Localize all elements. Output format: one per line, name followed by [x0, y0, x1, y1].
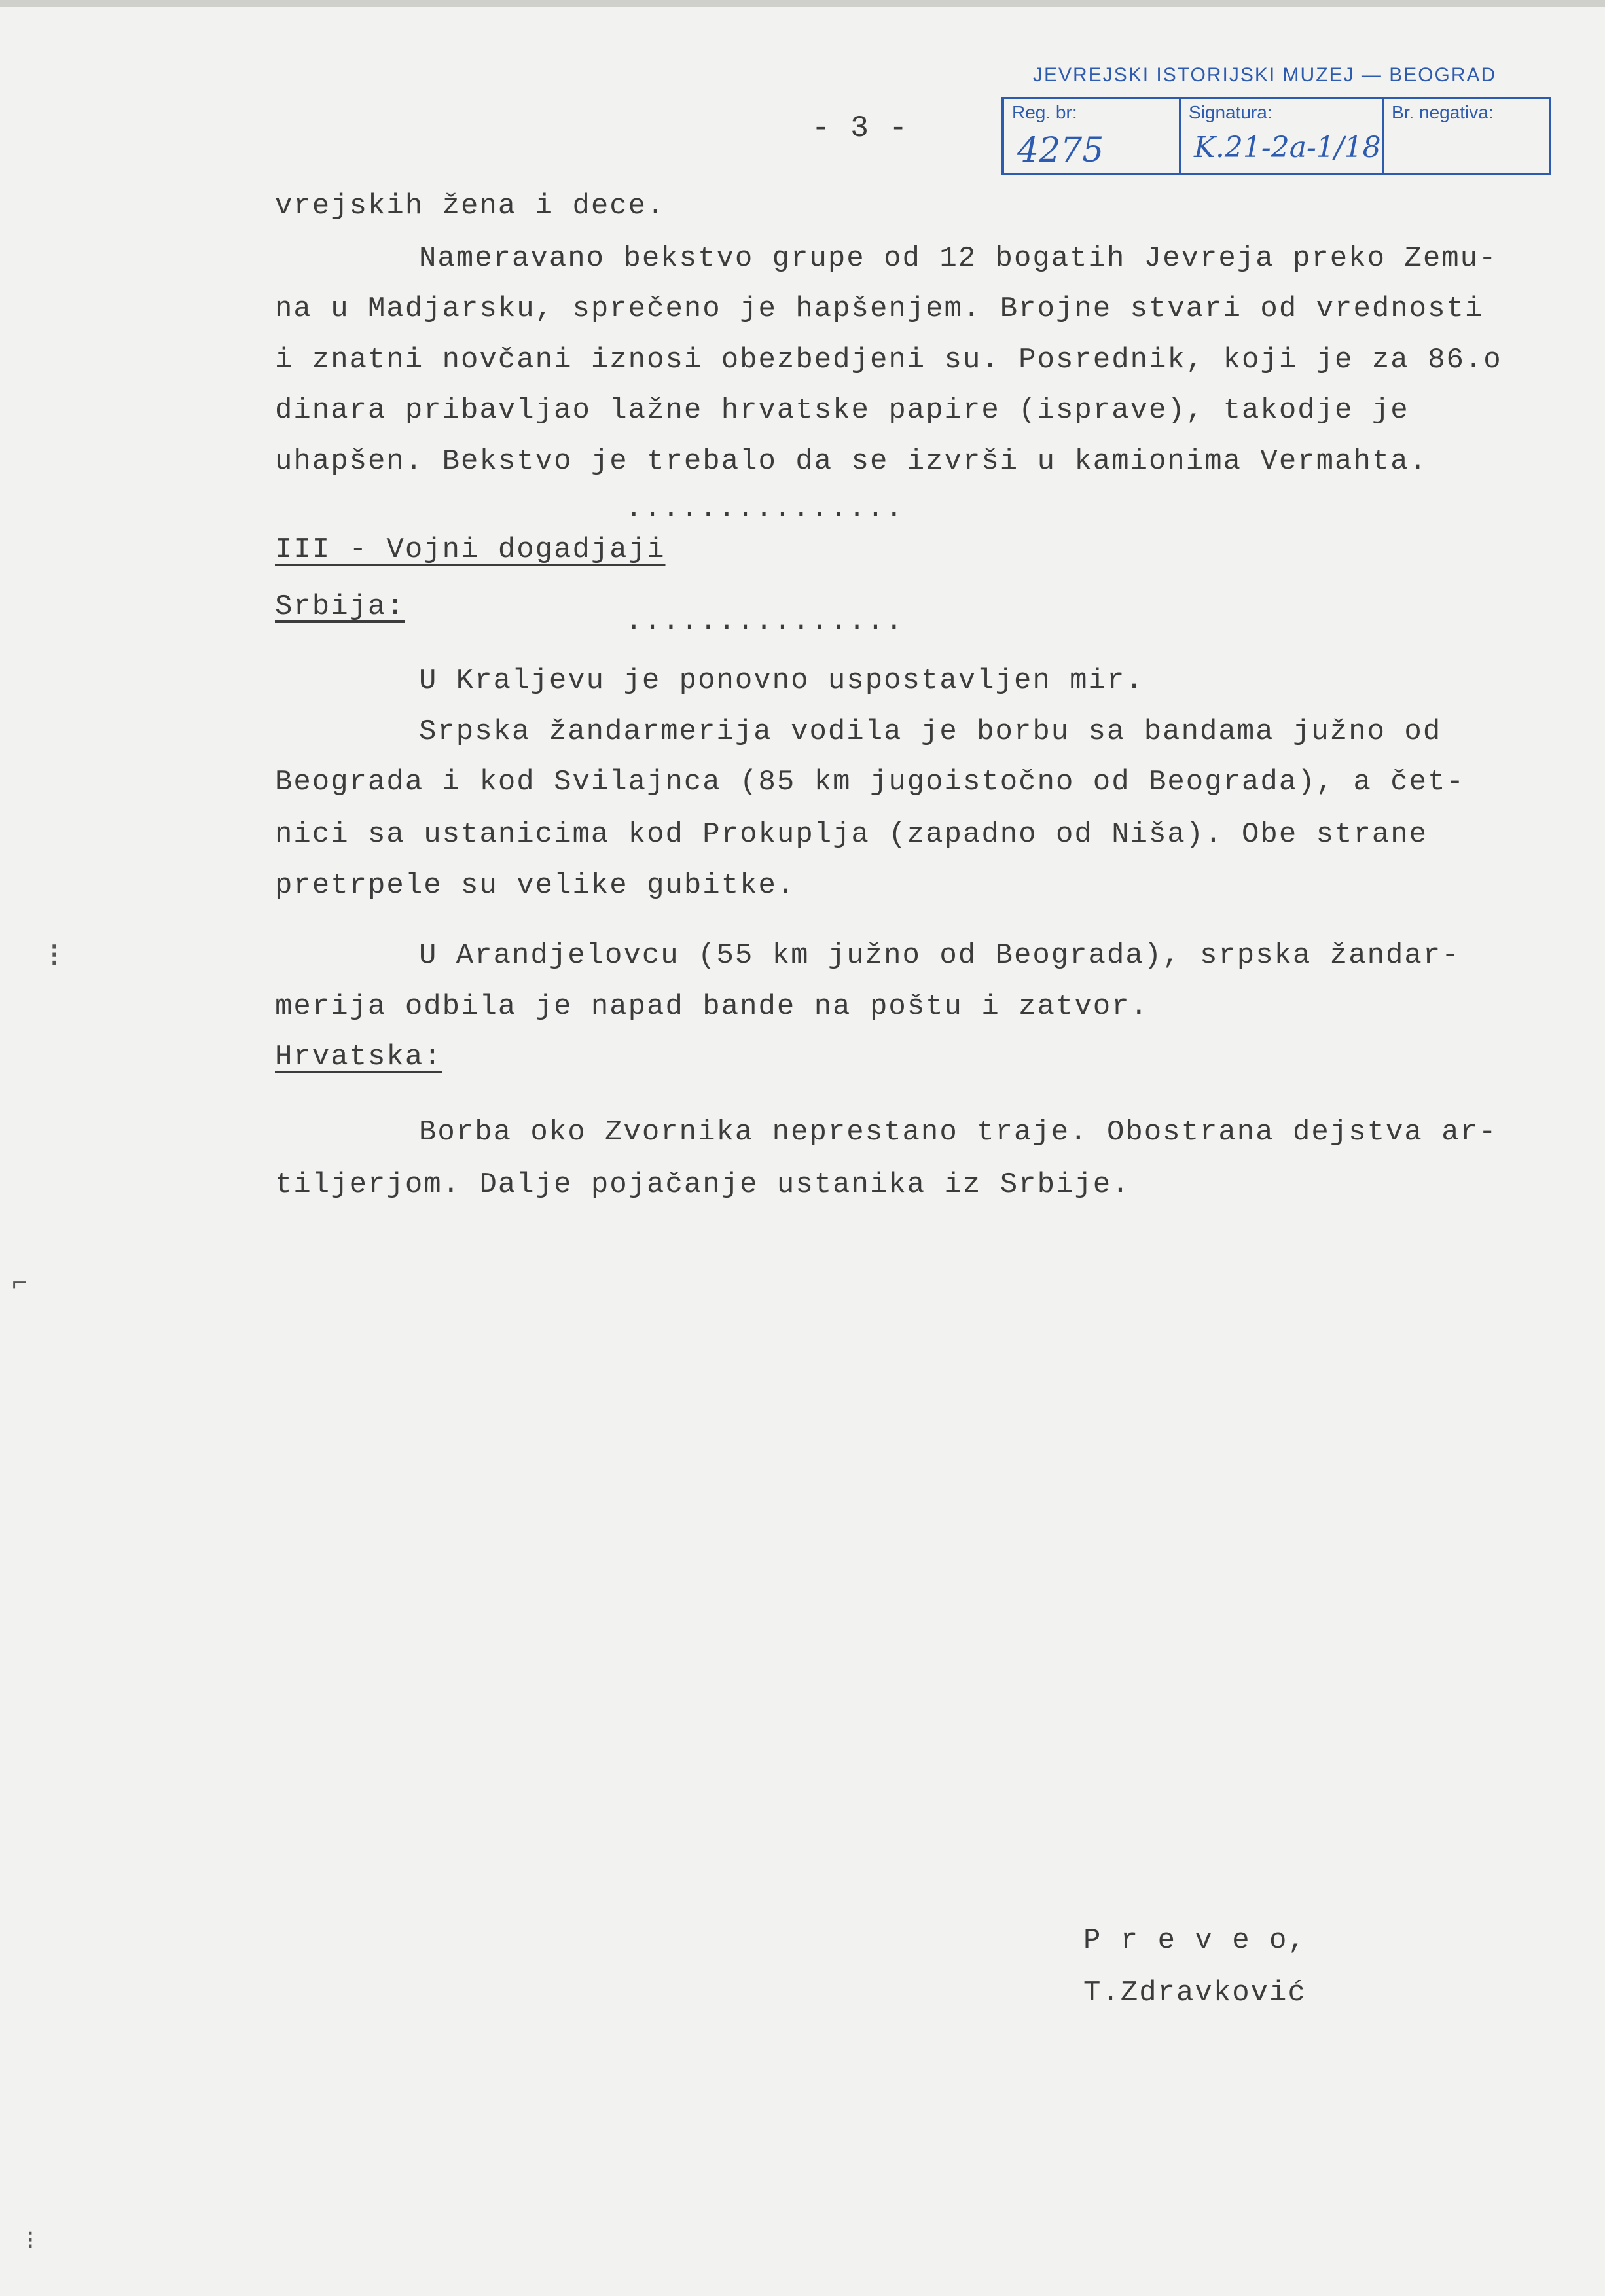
scan-mark: ⁝	[49, 939, 60, 977]
text-line: dinara pribavljao lažne hrvatske papire (isprave), takodje je	[275, 394, 1409, 427]
text-line: tiljerjom. Dalje pojačanje ustanika iz Srbije.	[275, 1168, 1130, 1201]
archive-stamp	[1001, 59, 1551, 190]
scan-mark: ⌐	[12, 1270, 28, 1299]
stamp-reg-value: 4275	[1017, 131, 1104, 170]
text-line: uhapšen. Bekstvo je trebalo da se izvrši u kamionima Vermahta.	[275, 445, 1428, 478]
subheading-hrvatska: Hrvatska:	[275, 1041, 442, 1073]
stamp-reg-cell	[1004, 99, 1181, 173]
stamp-box	[1001, 97, 1551, 175]
signature-line-2: T.Zdravković	[1083, 1977, 1307, 2009]
signature-line-1: P r e v e o,	[1083, 1924, 1307, 1957]
text-line: U Kraljevu je ponovno uspostavljen mir.	[419, 664, 1144, 697]
text-line: U Arandjelovcu (55 km južno od Beograda), srpska žandar-	[419, 939, 1460, 972]
text-line: Nameravano bekstvo grupe od 12 bogatih Jevreja preko Zemu-	[419, 242, 1498, 275]
text-line: Beograda i kod Svilajnca (85 km jugoistočno od Beograda), a čet-	[275, 766, 1465, 798]
text-line: nici sa ustanicima kod Prokuplja (zapadno od Niša). Obe strane	[275, 818, 1428, 851]
subheading-srbija: Srbija:	[275, 590, 405, 623]
text-line: na u Madjarsku, sprečeno je hapšenjem. Brojne stvari od vrednosti	[275, 293, 1484, 325]
stamp-signatura-cell	[1181, 99, 1384, 173]
page-number: - 3 -	[812, 111, 909, 145]
text-line: pretrpele su velike gubitke.	[275, 869, 796, 902]
separator-dots: ...............	[625, 493, 905, 526]
text-line: vrejskih žena i dece.	[275, 190, 666, 223]
text-line: Borba oko Zvornika neprestano traje. Obostrana dejstva ar-	[419, 1116, 1498, 1149]
stamp-negativ-label: Br. negativa:	[1392, 102, 1494, 122]
text-line: merija odbila je napad bande na poštu i zatvor.	[275, 990, 1149, 1023]
stamp-reg-label: Reg. br:	[1012, 102, 1077, 122]
page-top-edge	[0, 0, 1605, 7]
stamp-negativ-cell	[1384, 99, 1549, 173]
text-line: i znatni novčani iznosi obezbedjeni su. Posrednik, koji je za 86.o	[275, 344, 1502, 376]
separator-dots: ...............	[625, 605, 905, 638]
stamp-header: JEVREJSKI ISTORIJSKI MUZEJ — BEOGRAD	[1033, 64, 1497, 86]
text-line: Srpska žandarmerija vodila je borbu sa bandama južno od	[419, 715, 1442, 748]
stamp-signatura-value: K.21-2a-1/18	[1194, 131, 1381, 164]
section-heading: III - Vojni dogadjaji	[275, 533, 666, 566]
stamp-signatura-label: Signatura:	[1189, 102, 1272, 122]
scan-mark: ⁝	[26, 2228, 35, 2257]
